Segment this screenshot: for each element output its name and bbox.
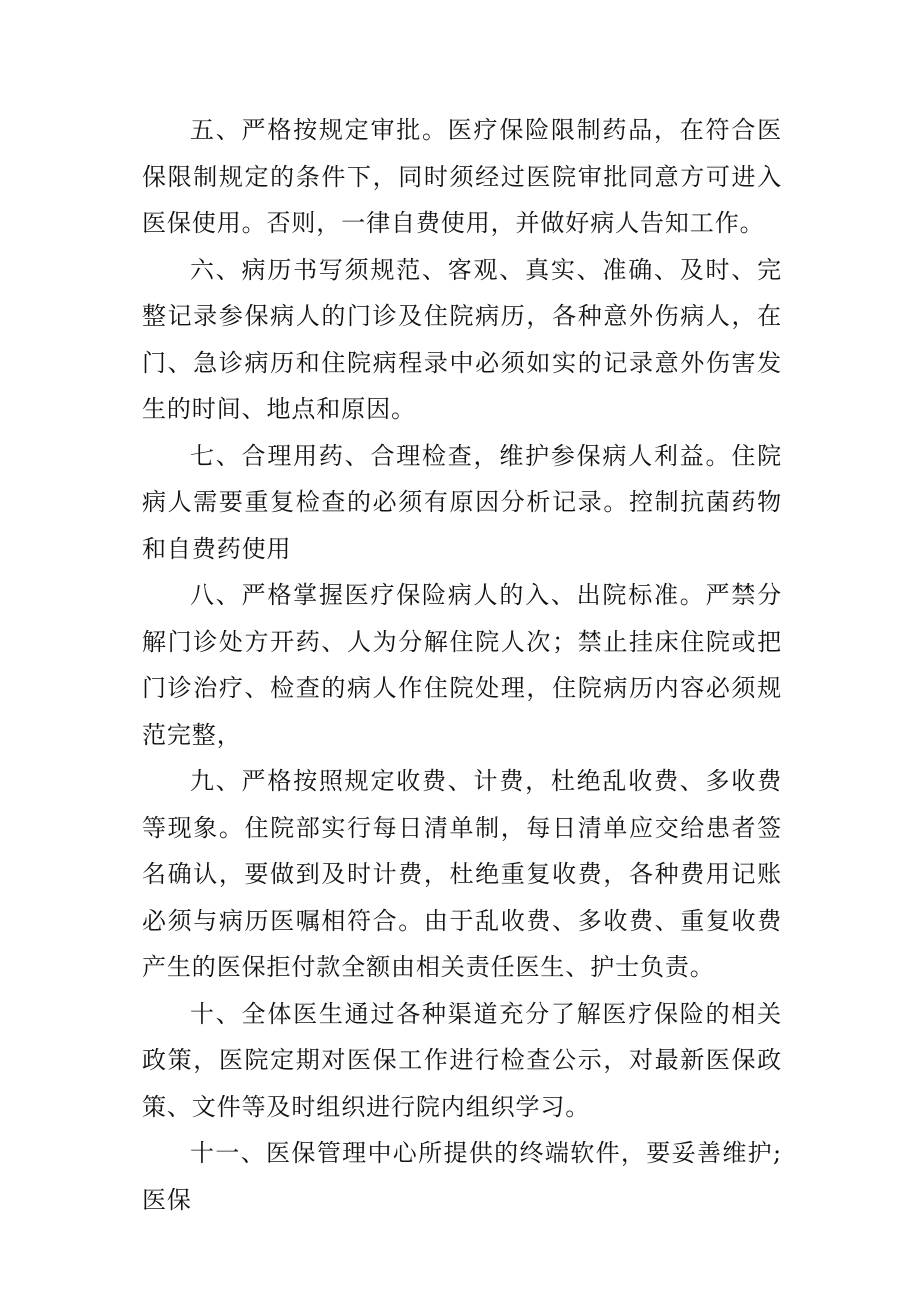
paragraph-10: 十、全体医生通过各种渠道充分了解医疗保险的相关政策，医院定期对医保工作进行检查公示，对最新医保政策、文件等及时组织进行院内组织学习。 <box>142 999 782 1121</box>
paragraph-5: 五、严格按规定审批。医疗保险限制药品，在符合医保限制规定的条件下，同时须经过医院审批同意方可进入医保使用。否则，一律自费使用，并做好病人告知工作。 <box>142 116 782 237</box>
paragraph-11: 十一、医保管理中心所提供的终端软件，要妥善维护;医保 <box>142 1139 782 1214</box>
paragraph-7: 七、合理用药、合理检查，维护参保病人利益。住院病人需要重复检查的必须有原因分析记录。控制抗菌药物和自费药使用 <box>142 441 782 563</box>
paragraph-8: 八、严格掌握医疗保险病人的入、出院标准。严禁分解门诊处方开药、人为分解住院人次；禁止挂床住院或把门诊治疗、检查的病人作住院处理，住院病历内容必须规范完整， <box>142 581 782 749</box>
paragraph-9: 九、严格按照规定收费、计费，杜绝乱收费、多收费等现象。住院部实行每日清单制，每日清单应交给患者签名确认，要做到及时计费，杜绝重复收费，各种费用记账必须与病历医嘱相符合。由于乱收费、多收费、重复收费产生的医保拒付款全额由相关责任医生、护士负责。 <box>142 767 782 981</box>
document-body <box>142 107 782 1223</box>
paragraph-6: 六、病历书写须规范、客观、真实、准确、及时、完整记录参保病人的门诊及住院病历，各种意外伤病人，在门、急诊病历和住院病程录中必须如实的记录意外伤害发生的时间、地点和原因。 <box>142 255 782 423</box>
